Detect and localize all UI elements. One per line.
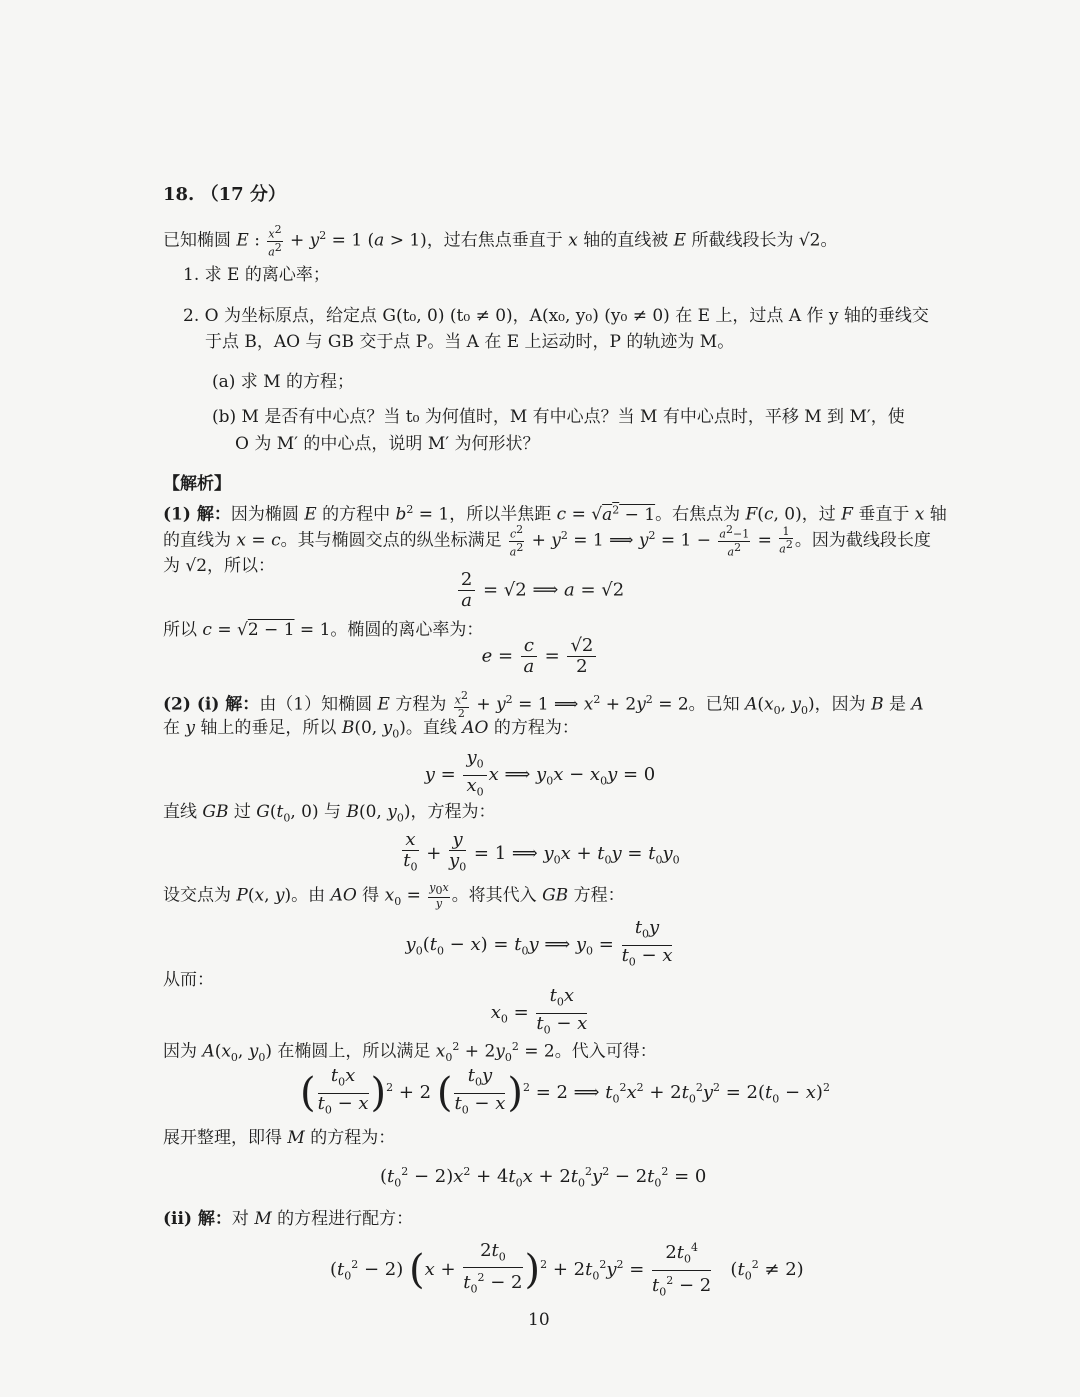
solution-part1-line2: 的直线为 x = c。其与椭圆交点的纵坐标满足 $\frac{c^2}{a^2}$ + $y^2 = 1$ ⟹ $y^2 = 1$ − $\frac{a^2-1}{a^2}$ = $\frac{1}{a^2}$ 。因为截线段长度	[163, 523, 931, 559]
equation-9: $(t_0^2 - 2) (x$ + $\frac{2t_0}{t_0^2 - 2}$ )$^2 + 2t_0^2y^2$ = $\frac{2t_0^4}{t_0^2 - 2}$ $(t_0^2 \ne 2)$	[330, 1239, 804, 1299]
problem-header: 18. （17 分）	[163, 184, 286, 205]
question-2-line1: 2. O 为坐标原点，给定点 G(t₀, 0) (t₀ ≠ 0)，A(x₀, y₀) (y₀ ≠ 0) 在 E 上，过点 A 作 y 轴的垂线交	[183, 306, 929, 326]
question-2a: (a) 求 M 的方程；	[212, 372, 355, 392]
question-2b-line2: O 为 M′ 的中心点，说明 M′ 为何形状？	[235, 434, 540, 454]
solution-part1-line4: 所以 c = √2 − 1 = 1。椭圆的离心率为：	[163, 620, 484, 640]
solution-part2-line7: 展开整理，即得 M 的方程为：	[163, 1128, 396, 1148]
equation-2: e = $\frac{c}{a}$ = $\frac{√2}{2}$	[480, 636, 600, 677]
question-2b-line1: (b) M 是否有中心点？当 t₀ 为何值时，M 有中心点？当 M 有中心点时，平移 M 到 M′，使	[212, 407, 905, 427]
equation-1: $\frac{2}{a}$ = √2 ⟹ a = √2	[440, 570, 640, 611]
equation-7: ( $\frac{t_0x}{t_0 - x}$ )$^2$ + 2 ( $\frac{t_0y}{t_0 - x}$ )$^2$ = 2 ⟹ $t_0^2x^2 + 2t_0^2y^2 = 2(t_0 - x)^2$	[300, 1065, 830, 1117]
page-number: 10	[528, 1310, 550, 1330]
solution-part2-line4: 设交点为 P(x, y)。由 AO 得 $x_0$ = $\frac{y_0x}{y}$ 。将其代入 GB 方程：	[163, 881, 625, 911]
equation-3: y = $\frac{y_0}{x_0}$ x ⟹ $y_0x - x_0y = 0$	[424, 747, 656, 799]
equation-6: $x_0$ = $\frac{t_0x}{t_0 - x}$	[490, 985, 588, 1037]
solution-part2-line3: 直线 GB 过 $G(t_0$, 0) 与 B(0, $y_0$)，方程为：	[163, 802, 496, 825]
solution-part3-line1: (ii) 解：对 M 的方程进行配方：	[163, 1209, 414, 1229]
equation-8: $(t_0^2 - 2)x^2 + 4t_0x + 2t_0^2y^2 - 2t_0^2 = 0$	[380, 1165, 707, 1190]
question-1: 1. 求 E 的离心率；	[183, 265, 330, 285]
solution-part1-line1: (1) 解：因为椭圆 E 的方程中 $b^2 = 1$，所以半焦距 $c = √a^2 - 1$。右焦点为 F(c, 0)，过 F 垂直于 x 轴	[163, 503, 947, 525]
problem-statement: 已知椭圆 E : $\frac{x^2}{a^2}$ + $y^2 = 1$ (a > 1)，过右焦点垂直于 x 轴的直线被 E 所截线段长为 √2。	[163, 223, 838, 259]
equation-4: $\frac{x}{t_0}$ + $\frac{y}{y_0}$ = 1 ⟹ $y_0x + t_0y = t_0y_0$	[403, 829, 680, 874]
solution-part2-line2: 在 y 轴上的垂足，所以 B(0, $y_0$)。直线 AO 的方程为：	[163, 718, 579, 741]
solution-part1-line3: 为 √2，所以：	[163, 556, 276, 576]
solution-title: 【解析】	[163, 474, 231, 494]
solution-part2-line5: 从而：	[163, 970, 214, 990]
equation-5: $y_0(t_0 - x) = t_0y$ ⟹ $y_0$ = $\frac{t_0y}{t_0 - x}$	[405, 917, 673, 969]
question-2-line2: 于点 B，AO 与 GB 交于点 P。当 A 在 E 上运动时，P 的轨迹为 M。	[205, 332, 735, 352]
solution-part2-line1: (2) (i) 解：由（1）知椭圆 E 方程为 $\frac{x^2}{2}$ + $y^2 = 1$ ⟹ $x^2 + 2y^2 = 2$。已知 $A(x_0$, $y_0$)，因为 B 是 A	[163, 689, 924, 720]
solution-part2-line6: 因为 $A(x_0$, $y_0$) 在椭圆上，所以满足 $x_0^2 + 2y_0^2 = 2$。代入可得：	[163, 1040, 657, 1065]
